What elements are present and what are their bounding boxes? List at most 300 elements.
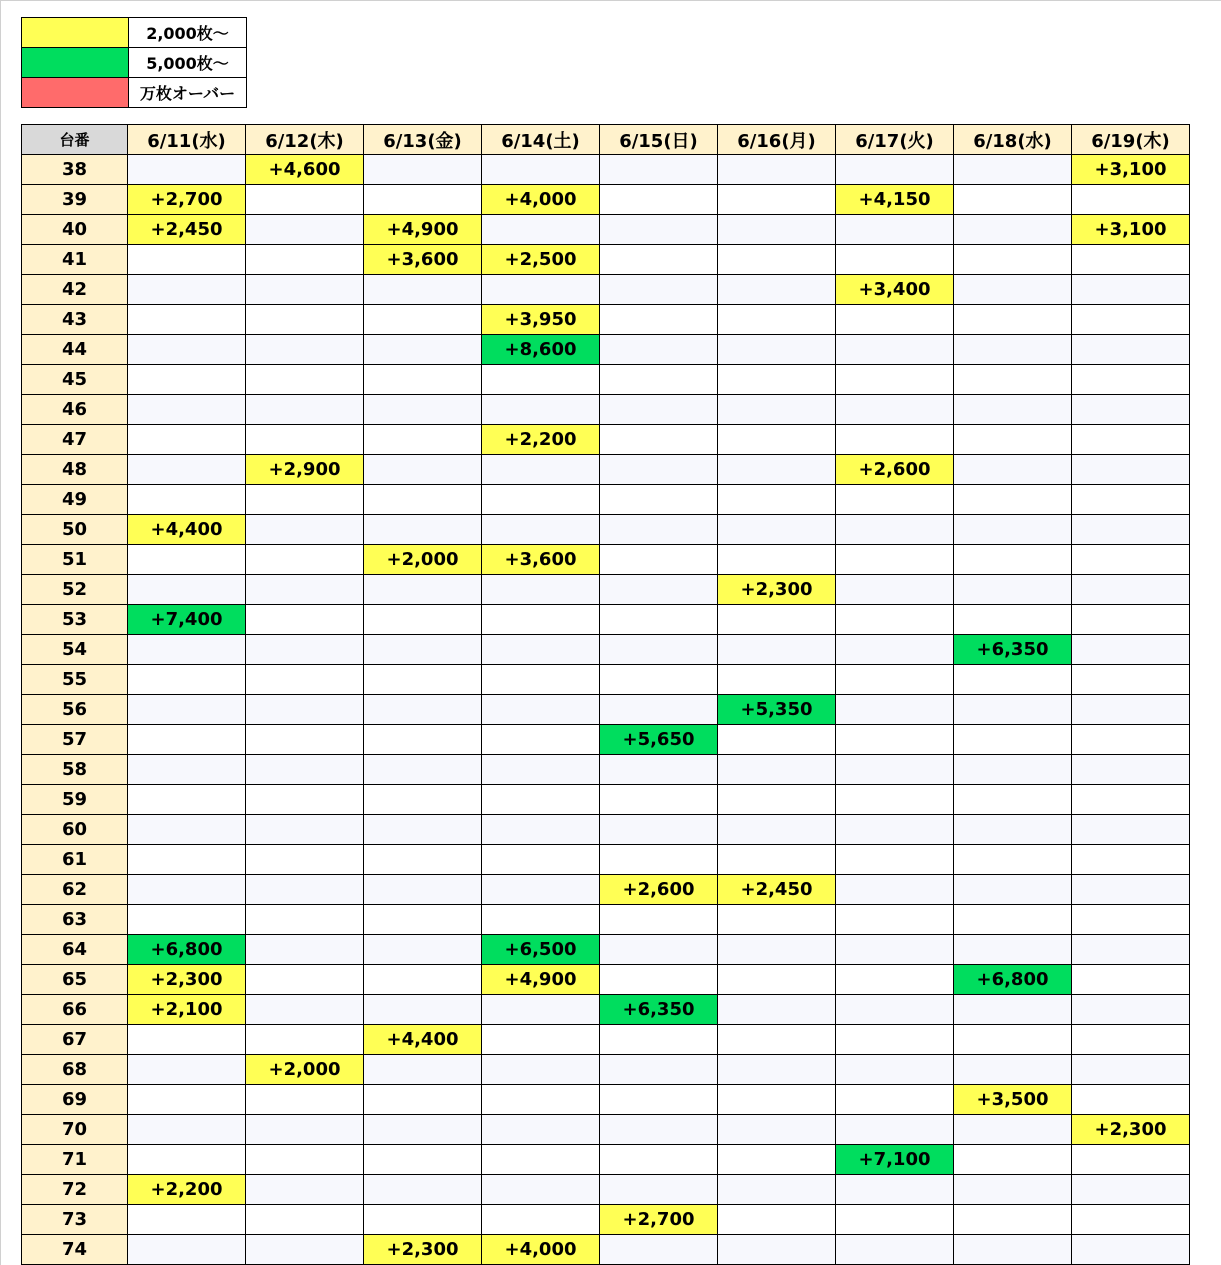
payout-cell (836, 995, 954, 1025)
payout-cell (718, 1175, 836, 1205)
header-date: 6/18(水) (954, 125, 1072, 155)
table-row (22, 815, 1190, 845)
payout-cell (718, 365, 836, 395)
payout-cell: +8,600 (482, 335, 600, 365)
table-row (22, 455, 1190, 485)
payout-cell (128, 1205, 246, 1235)
payout-cell (128, 335, 246, 365)
payout-cell (364, 185, 482, 215)
payout-cell (246, 365, 364, 395)
header-machine-number: 台番 (22, 125, 128, 155)
payout-cell (1072, 935, 1190, 965)
table-row (22, 1235, 1190, 1265)
payout-cell (482, 515, 600, 545)
payout-cell (600, 1055, 718, 1085)
machine-number-cell: 53 (22, 605, 128, 635)
machine-number-cell: 43 (22, 305, 128, 335)
payout-cell (836, 875, 954, 905)
payout-cell: +2,700 (600, 1205, 718, 1235)
payout-cell (954, 935, 1072, 965)
machine-number-cell: 72 (22, 1175, 128, 1205)
payout-cell (718, 905, 836, 935)
legend-swatch-yellow (22, 18, 129, 48)
header-row (22, 125, 1190, 155)
payout-cell: +2,700 (128, 185, 246, 215)
machine-number-cell: 40 (22, 215, 128, 245)
payout-cell (600, 815, 718, 845)
payout-cell (836, 245, 954, 275)
payout-cell (246, 575, 364, 605)
payout-cell (718, 1055, 836, 1085)
payout-cell (482, 395, 600, 425)
payout-cell: +6,500 (482, 935, 600, 965)
payout-cell: +6,350 (600, 995, 718, 1025)
payout-cell (1072, 1235, 1190, 1265)
machine-number-cell: 38 (22, 155, 128, 185)
payout-cell (954, 185, 1072, 215)
table-row (22, 1055, 1190, 1085)
payout-cell (364, 365, 482, 395)
table-row (22, 905, 1190, 935)
payout-cell (600, 1235, 718, 1265)
payout-cell (364, 1145, 482, 1175)
table-row (22, 515, 1190, 545)
table-row (22, 1025, 1190, 1055)
payout-cell: +5,650 (600, 725, 718, 755)
machine-number-cell: 67 (22, 1025, 128, 1055)
payout-cell (600, 965, 718, 995)
payout-cell (718, 275, 836, 305)
payout-cell: +6,350 (954, 635, 1072, 665)
machine-number-cell: 62 (22, 875, 128, 905)
payout-cell (128, 485, 246, 515)
header-date: 6/19(木) (1072, 125, 1190, 155)
payout-cell (600, 845, 718, 875)
table-row (22, 605, 1190, 635)
table-row (22, 185, 1190, 215)
payout-cell (718, 455, 836, 485)
payout-cell (600, 785, 718, 815)
payout-cell (246, 875, 364, 905)
payout-cell (836, 1115, 954, 1145)
payout-cell (954, 845, 1072, 875)
payout-cell (246, 1205, 364, 1235)
payout-cell (128, 695, 246, 725)
payout-cell (1072, 425, 1190, 455)
payout-cell (836, 755, 954, 785)
payout-cell (364, 155, 482, 185)
payout-cell (954, 755, 1072, 785)
payout-cell (1072, 845, 1190, 875)
table-row (22, 335, 1190, 365)
payout-cell (246, 815, 364, 845)
payout-cell (954, 815, 1072, 845)
payout-cell (836, 605, 954, 635)
payout-cell (128, 425, 246, 455)
payout-cell (246, 335, 364, 365)
payout-cell (718, 485, 836, 515)
table-row (22, 245, 1190, 275)
payout-cell (1072, 335, 1190, 365)
payout-cell (836, 725, 954, 755)
payout-cell: +2,450 (718, 875, 836, 905)
payout-cell (954, 425, 1072, 455)
payout-cell (246, 995, 364, 1025)
payout-cell: +3,100 (1072, 155, 1190, 185)
machine-number-cell: 74 (22, 1235, 128, 1265)
payout-cell (482, 755, 600, 785)
payout-cell (1072, 905, 1190, 935)
payout-cell (718, 785, 836, 815)
machine-number-cell: 47 (22, 425, 128, 455)
payout-cell (718, 1115, 836, 1145)
payout-cell (836, 1025, 954, 1055)
payout-cell (246, 245, 364, 275)
table-row (22, 1175, 1190, 1205)
payout-cell (954, 995, 1072, 1025)
legend-swatch-green (22, 48, 129, 78)
payout-cell (482, 1115, 600, 1145)
payout-cell (364, 635, 482, 665)
payout-cell (954, 305, 1072, 335)
payout-cell (246, 905, 364, 935)
machine-number-cell: 51 (22, 545, 128, 575)
payout-cell (246, 305, 364, 335)
payout-cell (128, 785, 246, 815)
payout-cell (1072, 755, 1190, 785)
payout-cell: +4,150 (836, 185, 954, 215)
payout-cell (600, 1145, 718, 1175)
payout-cell (600, 935, 718, 965)
payout-cell (1072, 1085, 1190, 1115)
payout-cell (718, 305, 836, 335)
table-row (22, 665, 1190, 695)
payout-cell: +4,900 (482, 965, 600, 995)
payout-cell (246, 755, 364, 785)
payout-cell (1072, 1025, 1190, 1055)
payout-cell (1072, 695, 1190, 725)
payout-cell: +2,500 (482, 245, 600, 275)
payout-cell (718, 1025, 836, 1055)
table-row (22, 485, 1190, 515)
payout-cell (954, 395, 1072, 425)
header-date: 6/12(木) (246, 125, 364, 155)
payout-cell (718, 725, 836, 755)
payout-cell (364, 1115, 482, 1145)
machine-number-cell: 73 (22, 1205, 128, 1235)
payout-cell: +2,200 (482, 425, 600, 455)
payout-cell (364, 1085, 482, 1115)
payout-cell (364, 965, 482, 995)
payout-cell (128, 1145, 246, 1175)
payout-cell (954, 515, 1072, 545)
payout-cell (836, 905, 954, 935)
payout-cell (954, 665, 1072, 695)
table-row (22, 425, 1190, 455)
machine-number-cell: 48 (22, 455, 128, 485)
payout-cell (246, 545, 364, 575)
payout-cell (482, 785, 600, 815)
payout-cell (718, 1145, 836, 1175)
payout-cell (954, 905, 1072, 935)
payout-cell (482, 995, 600, 1025)
payout-cell (246, 845, 364, 875)
payout-cell (482, 1175, 600, 1205)
payout-cell (718, 155, 836, 185)
payout-cell (364, 875, 482, 905)
payout-cell (718, 425, 836, 455)
payout-cell (246, 425, 364, 455)
payout-cell (128, 725, 246, 755)
payout-cell (954, 875, 1072, 905)
machine-number-cell: 56 (22, 695, 128, 725)
table-row (22, 365, 1190, 395)
payout-cell (364, 665, 482, 695)
header-date: 6/17(火) (836, 125, 954, 155)
payout-cell (718, 1085, 836, 1115)
payout-cell (718, 755, 836, 785)
payout-cell: +2,300 (1072, 1115, 1190, 1145)
payout-cell (482, 575, 600, 605)
payout-cell (364, 845, 482, 875)
payout-cell: +4,400 (128, 515, 246, 545)
payout-cell (364, 1055, 482, 1085)
payout-cell (954, 725, 1072, 755)
payout-cell (128, 395, 246, 425)
payout-cell (1072, 185, 1190, 215)
payout-cell (836, 155, 954, 185)
payout-cell (1072, 635, 1190, 665)
table-row (22, 845, 1190, 875)
payout-cell (482, 635, 600, 665)
payout-cell: +2,450 (128, 215, 246, 245)
payout-cell (718, 515, 836, 545)
payout-cell (836, 935, 954, 965)
payout-cell (364, 575, 482, 605)
payout-cell: +7,100 (836, 1145, 954, 1175)
payout-cell (246, 695, 364, 725)
payout-cell: +4,600 (246, 155, 364, 185)
machine-number-cell: 70 (22, 1115, 128, 1145)
legend-swatch-red (22, 78, 129, 108)
machine-number-cell: 49 (22, 485, 128, 515)
payout-cell (482, 215, 600, 245)
payout-cell (718, 1235, 836, 1265)
payout-cell: +2,000 (246, 1055, 364, 1085)
payout-cell (128, 455, 246, 485)
payout-cell (600, 545, 718, 575)
payout-cell: +3,100 (1072, 215, 1190, 245)
payout-cell (246, 1085, 364, 1115)
payout-cell (128, 1025, 246, 1055)
payout-cell (246, 635, 364, 665)
payout-cell (1072, 995, 1190, 1025)
machine-number-cell: 68 (22, 1055, 128, 1085)
payout-cell (600, 665, 718, 695)
table-row (22, 785, 1190, 815)
payout-cell (1072, 875, 1190, 905)
payout-cell (246, 1115, 364, 1145)
payout-cell: +2,600 (836, 455, 954, 485)
payout-cell (364, 425, 482, 455)
payout-cell (718, 185, 836, 215)
payout-cell (836, 1205, 954, 1235)
payout-cell (954, 695, 1072, 725)
payout-cell: +7,400 (128, 605, 246, 635)
machine-number-cell: 55 (22, 665, 128, 695)
payout-cell (954, 215, 1072, 245)
payout-cell (364, 935, 482, 965)
machine-number-cell: 39 (22, 185, 128, 215)
payout-cell: +2,200 (128, 1175, 246, 1205)
payout-cell (954, 335, 1072, 365)
machine-number-cell: 61 (22, 845, 128, 875)
payout-cell (364, 785, 482, 815)
legend-label-5000: 5,000枚～ (129, 48, 247, 78)
payout-cell (364, 725, 482, 755)
payout-cell (600, 755, 718, 785)
payout-cell (600, 1115, 718, 1145)
payout-cell (836, 425, 954, 455)
table-row (22, 725, 1190, 755)
payout-cell (600, 1175, 718, 1205)
payout-cell: +2,300 (128, 965, 246, 995)
payout-cell: +2,000 (364, 545, 482, 575)
payout-cell (246, 1025, 364, 1055)
machine-number-cell: 50 (22, 515, 128, 545)
payout-cell (128, 545, 246, 575)
payout-cell: +2,100 (128, 995, 246, 1025)
machine-number-cell: 46 (22, 395, 128, 425)
payout-cell (1072, 515, 1190, 545)
payout-cell (954, 1235, 1072, 1265)
machine-number-cell: 57 (22, 725, 128, 755)
table-row (22, 1085, 1190, 1115)
legend-row-5000 (22, 48, 247, 78)
payout-cell: +6,800 (954, 965, 1072, 995)
payout-cell (718, 395, 836, 425)
payout-cell (246, 665, 364, 695)
payout-cell (954, 545, 1072, 575)
payout-cell (1072, 275, 1190, 305)
table-row (22, 755, 1190, 785)
payout-cell (246, 1145, 364, 1175)
payout-cell (364, 455, 482, 485)
payout-cell (1072, 1055, 1190, 1085)
payout-cell (718, 995, 836, 1025)
payout-cell (600, 185, 718, 215)
payout-table (21, 124, 1190, 1265)
payout-cell (954, 155, 1072, 185)
payout-cell (600, 425, 718, 455)
payout-cell (600, 905, 718, 935)
table-row (22, 935, 1190, 965)
table-row (22, 155, 1190, 185)
payout-cell (246, 275, 364, 305)
table-row (22, 695, 1190, 725)
payout-cell (1072, 965, 1190, 995)
payout-cell (836, 1085, 954, 1115)
payout-cell (718, 635, 836, 665)
payout-cell (246, 185, 364, 215)
table-row (22, 875, 1190, 905)
payout-cell (836, 545, 954, 575)
payout-cell (600, 365, 718, 395)
payout-cell (128, 1085, 246, 1115)
payout-cell (482, 845, 600, 875)
table-row (22, 1205, 1190, 1235)
payout-cell (482, 605, 600, 635)
payout-cell: +5,350 (718, 695, 836, 725)
machine-number-cell: 45 (22, 365, 128, 395)
payout-cell (718, 935, 836, 965)
table-row (22, 995, 1190, 1025)
payout-cell (482, 155, 600, 185)
header-date: 6/13(金) (364, 125, 482, 155)
payout-cell (482, 275, 600, 305)
payout-cell (128, 365, 246, 395)
payout-cell: +3,950 (482, 305, 600, 335)
payout-cell (954, 1145, 1072, 1175)
machine-number-cell: 64 (22, 935, 128, 965)
payout-cell (954, 605, 1072, 635)
payout-cell (482, 815, 600, 845)
table-row (22, 215, 1190, 245)
payout-cell (954, 1025, 1072, 1055)
payout-cell (364, 815, 482, 845)
payout-cell (246, 395, 364, 425)
payout-cell: +2,900 (246, 455, 364, 485)
payout-cell (718, 605, 836, 635)
payout-cell (836, 335, 954, 365)
payout-cell (128, 755, 246, 785)
payout-cell (128, 1115, 246, 1145)
payout-cell (954, 455, 1072, 485)
payout-cell (482, 665, 600, 695)
payout-cell (1072, 665, 1190, 695)
table-row (22, 965, 1190, 995)
sheet-border-left (0, 0, 1, 1265)
payout-cell (954, 785, 1072, 815)
payout-cell (246, 725, 364, 755)
payout-cell (482, 365, 600, 395)
payout-cell (364, 995, 482, 1025)
machine-number-cell: 54 (22, 635, 128, 665)
header-date: 6/14(土) (482, 125, 600, 155)
payout-cell (364, 695, 482, 725)
table-row (22, 395, 1190, 425)
payout-cell (954, 245, 1072, 275)
header-date: 6/15(日) (600, 125, 718, 155)
machine-number-cell: 42 (22, 275, 128, 305)
payout-cell (128, 875, 246, 905)
machine-number-cell: 63 (22, 905, 128, 935)
payout-cell (482, 695, 600, 725)
machine-number-cell: 41 (22, 245, 128, 275)
payout-cell (600, 245, 718, 275)
table-row (22, 1115, 1190, 1145)
machine-number-cell: 60 (22, 815, 128, 845)
payout-cell (128, 155, 246, 185)
payout-cell (1072, 485, 1190, 515)
payout-cell (600, 305, 718, 335)
payout-cell: +4,900 (364, 215, 482, 245)
legend-label-2000: 2,000枚～ (129, 18, 247, 48)
payout-cell: +3,600 (482, 545, 600, 575)
payout-cell (364, 755, 482, 785)
table-row (22, 1145, 1190, 1175)
payout-cell (836, 695, 954, 725)
